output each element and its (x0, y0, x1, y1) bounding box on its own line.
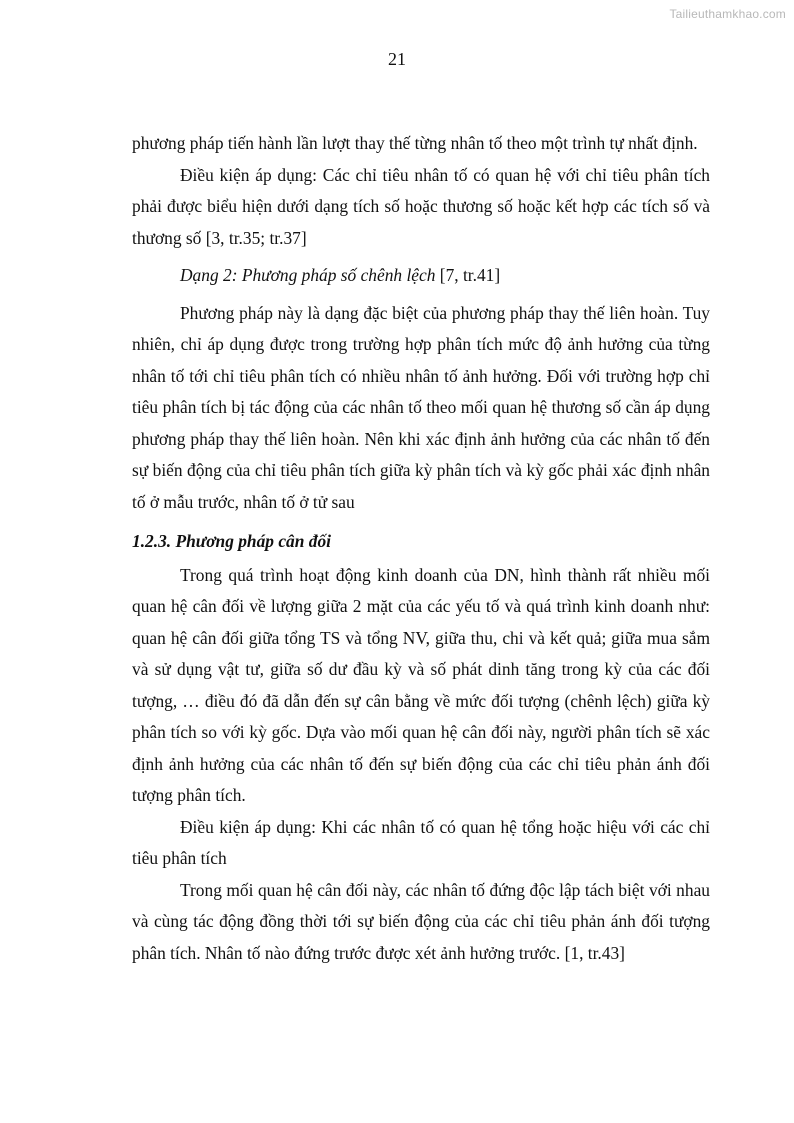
section-heading: 1.2.3. Phương pháp cân đối (132, 531, 331, 551)
document-body (132, 128, 710, 969)
paragraph-continuation: phương pháp tiến hành lần lượt thay thế từng nhân tố theo một trình tự nhất định. (132, 133, 698, 153)
paragraph-conditions: Điều kiện áp dụng: Các chỉ tiêu nhân tố có quan hệ với chỉ tiêu phân tích phải được biểu hiện dưới dạng tích số hoặc thương số hoặc kết hợp các tích số và thương số [3, tr.35; tr.37] (132, 164, 710, 248)
paragraph-balance-conditions: Điều kiện áp dụng: Khi các nhân tố có quan hệ tổng hoặc hiệu với các chỉ tiêu phân tích (132, 816, 710, 868)
paragraph-difference-method: Phương pháp này là dạng đặc biệt của phương pháp thay thế liên hoàn. Tuy nhiên, chỉ áp dụng được trong trường hợp phân tích mức độ ảnh hưởng của từng nhân tố tới chỉ tiêu phân tích có nhiều nhân tố ảnh hưởng. Đối với trường hợp chỉ tiêu phân tích bị tác động của các nhân tố theo mối quan hệ thương số cần áp dụng phương pháp thay thế liên hoàn. Nên khi xác định ảnh hưởng của các nhân tố đến sự biến động của chỉ tiêu phân tích giữa kỳ phân tích và kỳ gốc phải xác định nhân tố ở mẫu trước, nhân tố ở tử sau (132, 302, 710, 512)
subheading-form-2 (132, 260, 710, 292)
watermark: Tailieuthamkhao.com (669, 7, 786, 21)
subheading-form-2-ref: [7, tr.41] (435, 265, 501, 285)
subheading-form-2-title: Dạng 2: Phương pháp số chênh lệch (180, 265, 436, 285)
paragraph-balance-method: Trong quá trình hoạt động kinh doanh của DN, hình thành rất nhiều mối quan hệ cân đối về lượng giữa 2 mặt của các yếu tố và quá trình kinh doanh như: quan hệ cân đối giữa tổng TS và tổng NV, giữa thu, chi và kết quả; giữa mua sắm và sử dụng vật tư, giữa số dư đầu kỳ và số phát dinh tăng trong kỳ của các đối tượng, … điều đó đã dẫn đến sự cân bằng về mức đối tượng (chênh lệch) giữa kỳ phân tích so với kỳ gốc. Dựa vào mối quan hệ cân đối này, người phân tích sẽ xác định ảnh hưởng của các nhân tố đến sự biến động của các chỉ tiêu phản ánh đối tượng phân tích. (132, 564, 710, 805)
page-number: 21 (388, 49, 406, 69)
paragraph-balance-relationship: Trong mối quan hệ cân đối này, các nhân tố đứng độc lập tách biệt với nhau và cùng tác động đồng thời tới sự biến động của các chỉ tiêu phản ánh đối tượng phân tích. Nhân tố nào đứng trước được xét ảnh hưởng trước. [1, tr.43] (132, 879, 710, 963)
